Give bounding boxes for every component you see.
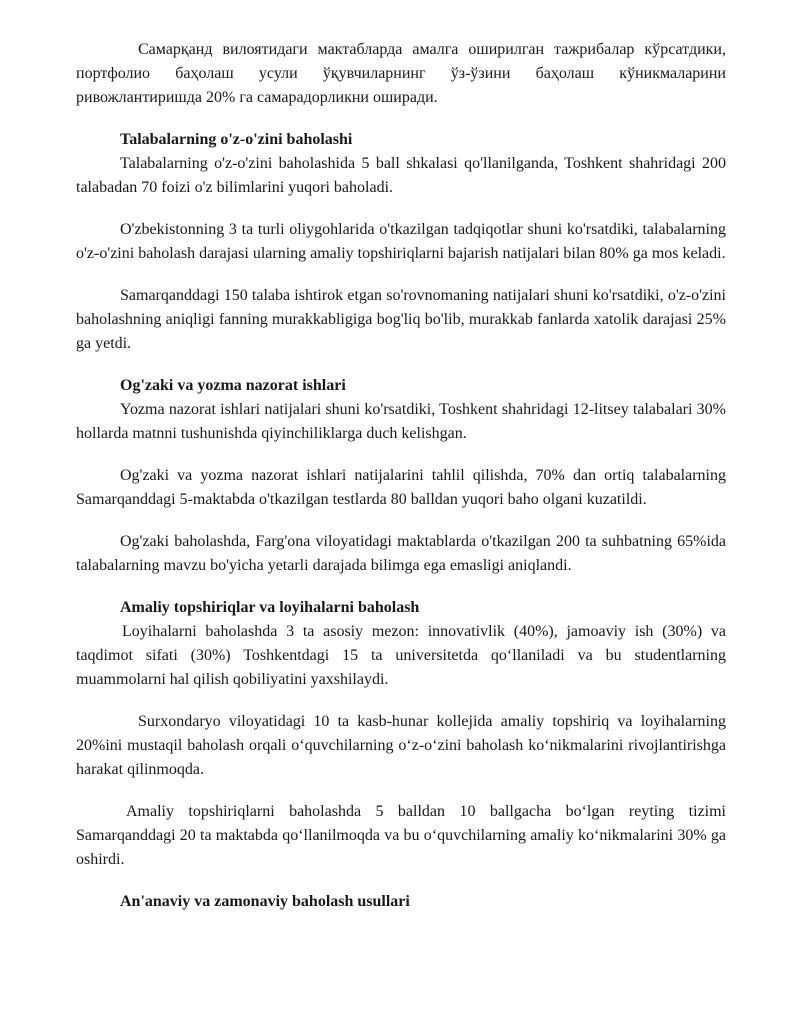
paragraph: Loyihalarni baholashda 3 ta asosiy mezon: innovativlik (40%), jamoaviy ish (30%) va taqdimot sifati (30%) Toshkentdagi 15 ta universitetda qoʻllaniladi va bu studentlarning muammolarni hal qilish qobiliyatini yaxshilaydi. [76, 623, 726, 688]
paragraph: Og'zaki baholashda, Farg'ona viloyatidagi maktablarda o'tkazilgan 200 ta suhbatning 65%ida talabalarning mavzu bo'yicha yetarli darajada bilimga ega emasligi aniqlandi. [76, 533, 726, 574]
document-page [76, 38, 726, 914]
section-heading-practical-tasks: Amaliy topshiriqlar va loyihalarni baholash [120, 599, 420, 616]
paragraph: Yozma nazorat ishlari natijalari shuni ko'rsatdiki, Toshkent shahridagi 12-litsey talabalari 30% hollarda matnni tushunishda qiyinchiliklarga duch kelishgan. [76, 401, 726, 442]
paragraph: Surxondaryo viloyatidagi 10 ta kasb-hunar kollejida amaliy topshiriq va loyihalarning 20%ini mustaqil baholash orqali oʻquvchilarning oʻz-oʻzini baholash koʻnikmalarini rivojlantirishga harakat qilinmoqda. [76, 713, 726, 778]
section-heading-self-assessment: Talabalarning o'z-o'zini baholashi [120, 131, 353, 148]
paragraph: Amaliy topshiriqlarni baholashda 5 balldan 10 ballgacha boʻlgan reyting tizimi Samarqanddagi 20 ta maktabda qoʻllanilmoqda va bu oʻquvchilarning amaliy koʻnikmalarini 30% ga oshirdi. [76, 803, 726, 868]
paragraph: Talabalarning o'z-o'zini baholashida 5 ball shkalasi qo'llanilganda, Toshkent shahridagi 200 talabadan 70 foizi o'z bilimlarini yuqori baholadi. [76, 155, 726, 196]
intro-paragraph: Самарқанд вилоятидаги мактабларда амалга оширилган тажрибалар кўрсатдики, портфолио баҳолаш усули ўқувчиларнинг ўз-ўзини баҳолаш кўникмаларини ривожлантиришда 20% га самарадорликни оширади. [76, 41, 726, 106]
paragraph: Og'zaki va yozma nazorat ishlari natijalarini tahlil qilishda, 70% dan ortiq talabalarning Samarqanddagi 5-maktabda o'tkazilgan testlarda 80 balldan yuqori baho olgani kuzatildi. [76, 467, 726, 508]
paragraph: O'zbekistonning 3 ta turli oliygohlarida o'tkazilgan tadqiqotlar shuni ko'rsatdiki, talabalarning o'z-o'zini baholash darajasi ularning amaliy topshiriqlarni bajarish natijalari bilan 80% ga mos keladi. [76, 221, 726, 262]
paragraph: Samarqanddagi 150 talaba ishtirok etgan so'rovnomaning natijalari shuni ko'rsatdiki, o'z-o'zini baholashning aniqligi fanning murakkabligiga bog'liq bo'lib, murakkab fanlarda xatolik darajasi 25% ga yetdi. [76, 287, 726, 352]
section-heading-oral-written: Og'zaki va yozma nazorat ishlari [120, 377, 346, 394]
section-heading-traditional-modern: An'anaviy va zamonaviy baholash usullari [120, 893, 410, 910]
